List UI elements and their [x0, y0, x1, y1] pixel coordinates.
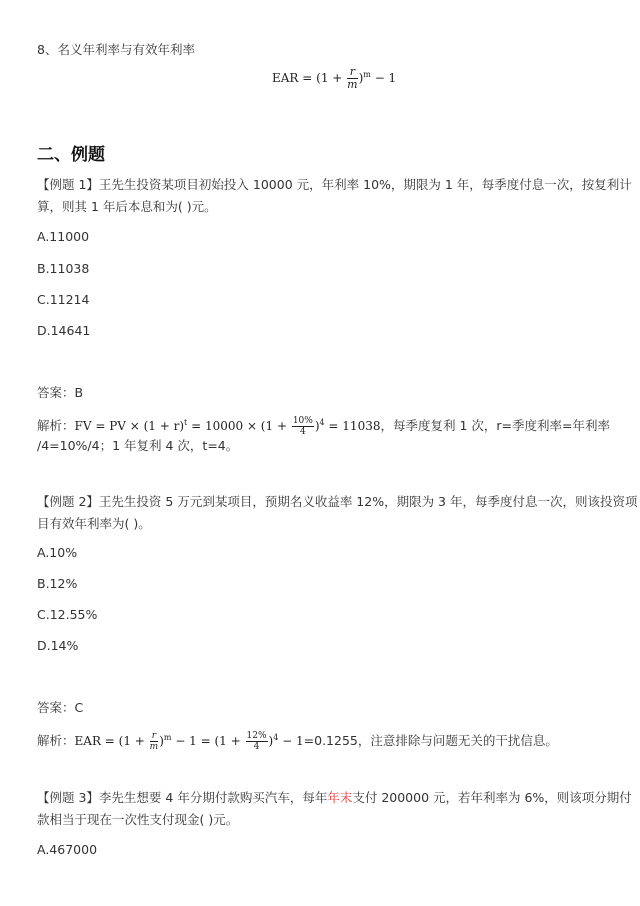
q1-option-d: D.14641 [37, 323, 91, 338]
item-8-title: 8、名义年利率与有效年利率 [37, 42, 195, 57]
q2-line1: 【例题 2】王先生投资 5 万元到某项目，预期名义收益率 12%，期限为 3 年，每季度付息一次，则该投资项 [37, 494, 638, 509]
ear-formula-fraction [347, 66, 357, 91]
q1-expl-math-b: = 10000 × (1 + [187, 419, 291, 433]
q1-option-b: B.11038 [37, 261, 90, 276]
q1-expl-prefix: 解析： [37, 418, 75, 433]
q2-expl-math-a: EAR = (1 + [74, 734, 149, 748]
q1-expl-formula [74, 416, 381, 437]
q1-expl-rest: ，每季度复利 1 次，r=季度利率=年利率 [380, 418, 610, 433]
q1-expl-exp-4: 4 [319, 418, 325, 427]
q3-line1 [37, 789, 632, 807]
q2-expl-math-c: − 1 = (1 + [171, 734, 245, 748]
q1-expl-math-a: FV = PV × (1 + r) [74, 419, 185, 433]
q1-line2: 算，则其 1 年后本息和为( )元。 [37, 199, 217, 214]
ear-formula-exp: m [363, 70, 371, 79]
q1-expl-exp-t: t [184, 418, 188, 427]
q3-line1-b: 支付 200000 元，若年利率为 6%，则该项分期付 [352, 790, 632, 805]
ear-formula-num: r [347, 66, 357, 79]
q2-expl-prefix: 解析： [37, 733, 75, 748]
q2-expl-frac2-den: 4 [253, 742, 260, 752]
q2-option-a: A.10% [37, 545, 78, 560]
ear-formula-lhs: EAR = (1 + [272, 71, 347, 85]
q3-line1-highlight: 年末 [327, 790, 353, 805]
ear-formula [272, 66, 396, 91]
ear-formula-rhs: ) [358, 71, 364, 85]
q3-line1-a: 【例题 3】李先生想要 4 年分期付款购买汽车，每年 [37, 790, 328, 805]
q2-option-b: B.12% [37, 576, 78, 591]
q1-option-a: A.11000 [37, 229, 90, 244]
q2-expl-frac2-num: 12% [246, 731, 267, 741]
q2-answer: 答案：C [37, 700, 84, 715]
q2-expl-math-b: ) [159, 734, 164, 748]
q1-expl-frac-num: 10% [292, 416, 313, 426]
q1-answer: 答案：B [37, 385, 84, 400]
q2-expl-fraction-1 [150, 731, 159, 752]
q1-line1: 【例题 1】王先生投资某项目初始投入 10000 元，年利率 10%，期限为 1 年，每季度付息一次，按复利计 [37, 177, 632, 192]
q2-line2: 目有效年利率为( )。 [37, 516, 151, 531]
ear-formula-tail: − 1 [370, 71, 397, 85]
q3-line2: 款相当于现在一次性支付现金( )元。 [37, 812, 239, 827]
q1-explanation-line1 [37, 414, 610, 437]
q1-expl-math-c: ) [314, 419, 320, 433]
q2-expl-rest: =0.1255，注意排除与问题无关的干扰信息。 [303, 733, 558, 748]
q2-expl-frac1-den: m [149, 742, 159, 752]
q1-expl-fraction [292, 416, 314, 437]
q2-option-c: C.12.55% [37, 607, 98, 622]
q2-expl-frac1-num: r [150, 731, 159, 742]
q2-expl-exp-m: m [163, 733, 172, 742]
q2-expl-math-d: ) [268, 734, 274, 748]
q1-expl-math-d: = 11038 [324, 419, 381, 433]
q2-option-d: D.14% [37, 638, 79, 653]
q1-expl-frac-den: 4 [299, 427, 306, 437]
q1-option-c: C.11214 [37, 292, 90, 307]
q2-expl-formula [74, 731, 304, 752]
q2-expl-exp-4: 4 [273, 733, 279, 742]
q2-expl-math-e: − 1 [278, 734, 304, 748]
q1-explanation-line2: /4=10%/4；1 年复利 4 次，t=4。 [37, 438, 239, 453]
q2-explanation [37, 729, 558, 752]
ear-formula-den: m [347, 78, 358, 91]
q3-option-a: A.467000 [37, 842, 98, 857]
q2-expl-fraction-2 [246, 731, 268, 752]
section-heading: 二、例题 [37, 145, 105, 165]
